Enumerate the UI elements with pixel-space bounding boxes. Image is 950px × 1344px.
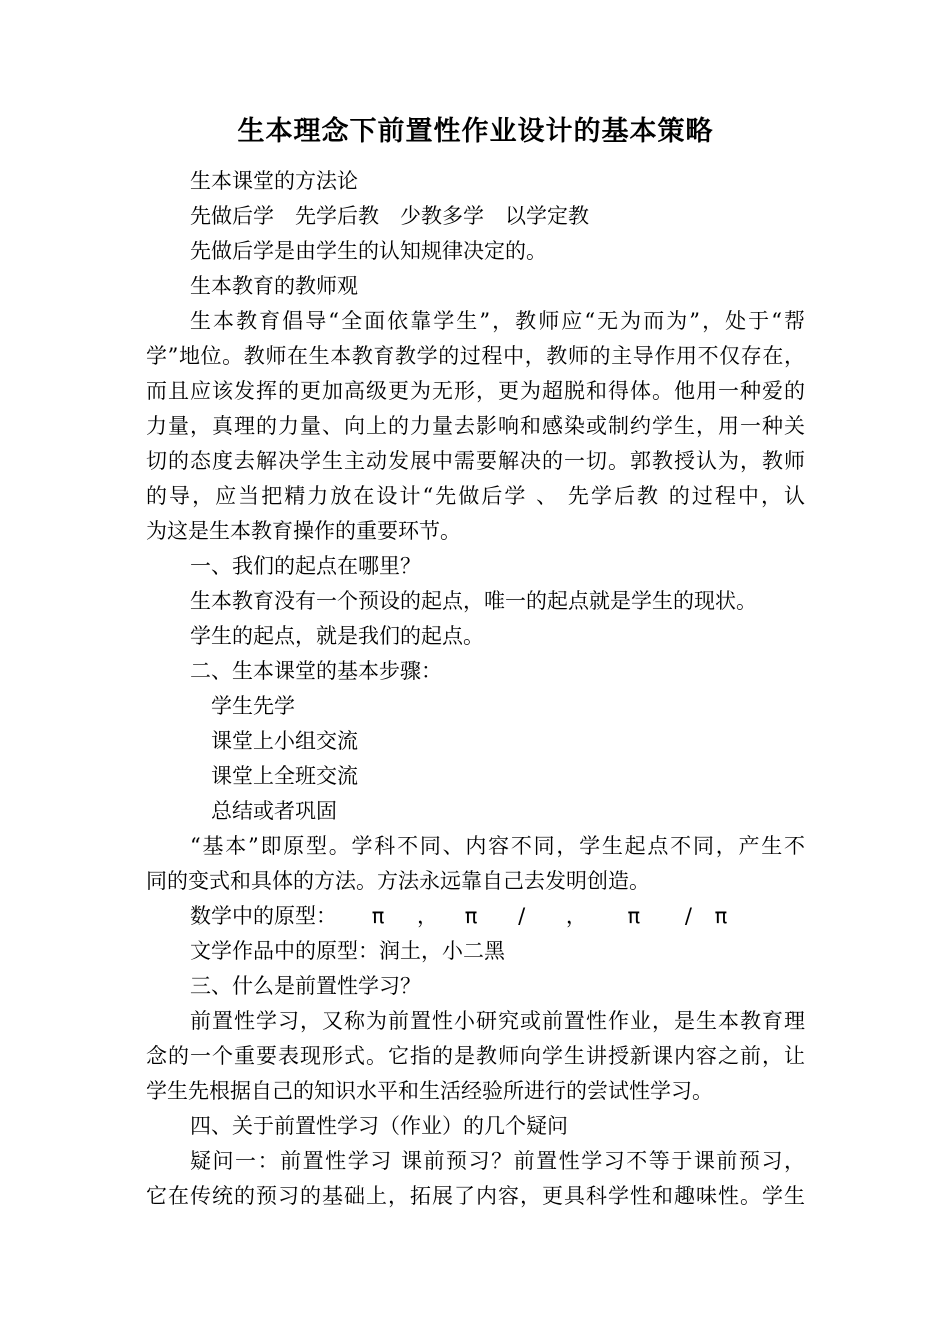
step-item: 总结或者巩固 [211,799,337,823]
paragraph-line: 它在传统的预习的基础上，拓展了内容，更具科学性和趣味性。学生 [146,1184,805,1208]
paragraph-line: 生本教育没有一个预设的起点，唯一的起点就是学生的现状。 [190,589,757,613]
math-symbol: / [684,904,692,928]
step-item: 课堂上全班交流 [211,764,358,788]
paragraph-line: 生本教育倡导“全面依靠学生”，教师应“无为而为”，处于“帮 [190,309,805,333]
paragraph-line: 生本教育的教师观 [190,274,358,298]
paragraph-line: 的导，应当把精力放在设计“先做后学 、 先学后教 的过程中，认 [146,484,805,508]
math-label: 数学中的原型： [190,904,337,928]
paragraph-line: 为这是生本教育操作的重要环节。 [146,519,461,543]
math-symbol: ， [417,904,439,928]
math-symbol: ， [565,904,587,928]
math-symbol: π [371,904,385,928]
paragraph-line: 而且应该发挥的更加高级更为无形，更为超脱和得体。他用一种爱的 [146,379,805,403]
paragraph-line: 文学作品中的原型：润土，小二黑 [190,939,505,963]
paragraph-line: 力量，真理的力量、向上的力量去影响和感染或制约学生，用一种关 [146,414,805,438]
paragraph-line: 生本课堂的方法论 [190,169,358,193]
paragraph-line: 疑问一：前置性学习 课前预习？前置性学习不等于课前预习， [190,1149,805,1173]
math-symbol: π [714,904,728,928]
paragraph-line: 切的态度去解决学生主动发展中需要解决的一切。郭教授认为，教师 [146,449,805,473]
paragraph-line: 学生的起点，就是我们的起点。 [190,624,484,648]
paragraph-line: 念的一个重要表现形式。它指的是教师向学生讲授新课内容之前，让 [146,1044,805,1068]
math-symbol: π [627,904,641,928]
paragraph-line: “基本”即原型。学科不同、内容不同，学生起点不同，产生不 [190,834,805,858]
document-title: 生本理念下前置性作业设计的基本策略 [237,116,714,147]
paragraph-line: 前置性学习，又称为前置性小研究或前置性作业，是生本教育理 [190,1009,805,1033]
math-prototype-line [146,899,805,934]
paragraph-line: 学生先根据自己的知识水平和生活经验所进行的尝试性学习。 [146,1079,713,1103]
paragraph-line: 先做后学是由学生的认知规律决定的。 [190,239,547,263]
section-heading: 四、关于前置性学习（作业）的几个疑问 [190,1114,568,1138]
section-heading: 二、生本课堂的基本步骤： [190,659,442,683]
section-heading: 三、什么是前置性学习？ [190,974,421,998]
math-symbol: / [518,904,526,928]
section-heading: 一、我们的起点在哪里？ [190,554,421,578]
step-item: 课堂上小组交流 [211,729,358,753]
paragraph-line: 先做后学 先学后教 少教多学 以学定教 [190,204,589,228]
paragraph-line: 学”地位。教师在生本教育教学的过程中，教师的主导作用不仅存在， [146,344,805,368]
math-symbol: π [464,904,478,928]
step-item: 学生先学 [211,694,295,718]
paragraph-line: 同的变式和具体的方法。方法永远靠自己去发明创造。 [146,869,650,893]
